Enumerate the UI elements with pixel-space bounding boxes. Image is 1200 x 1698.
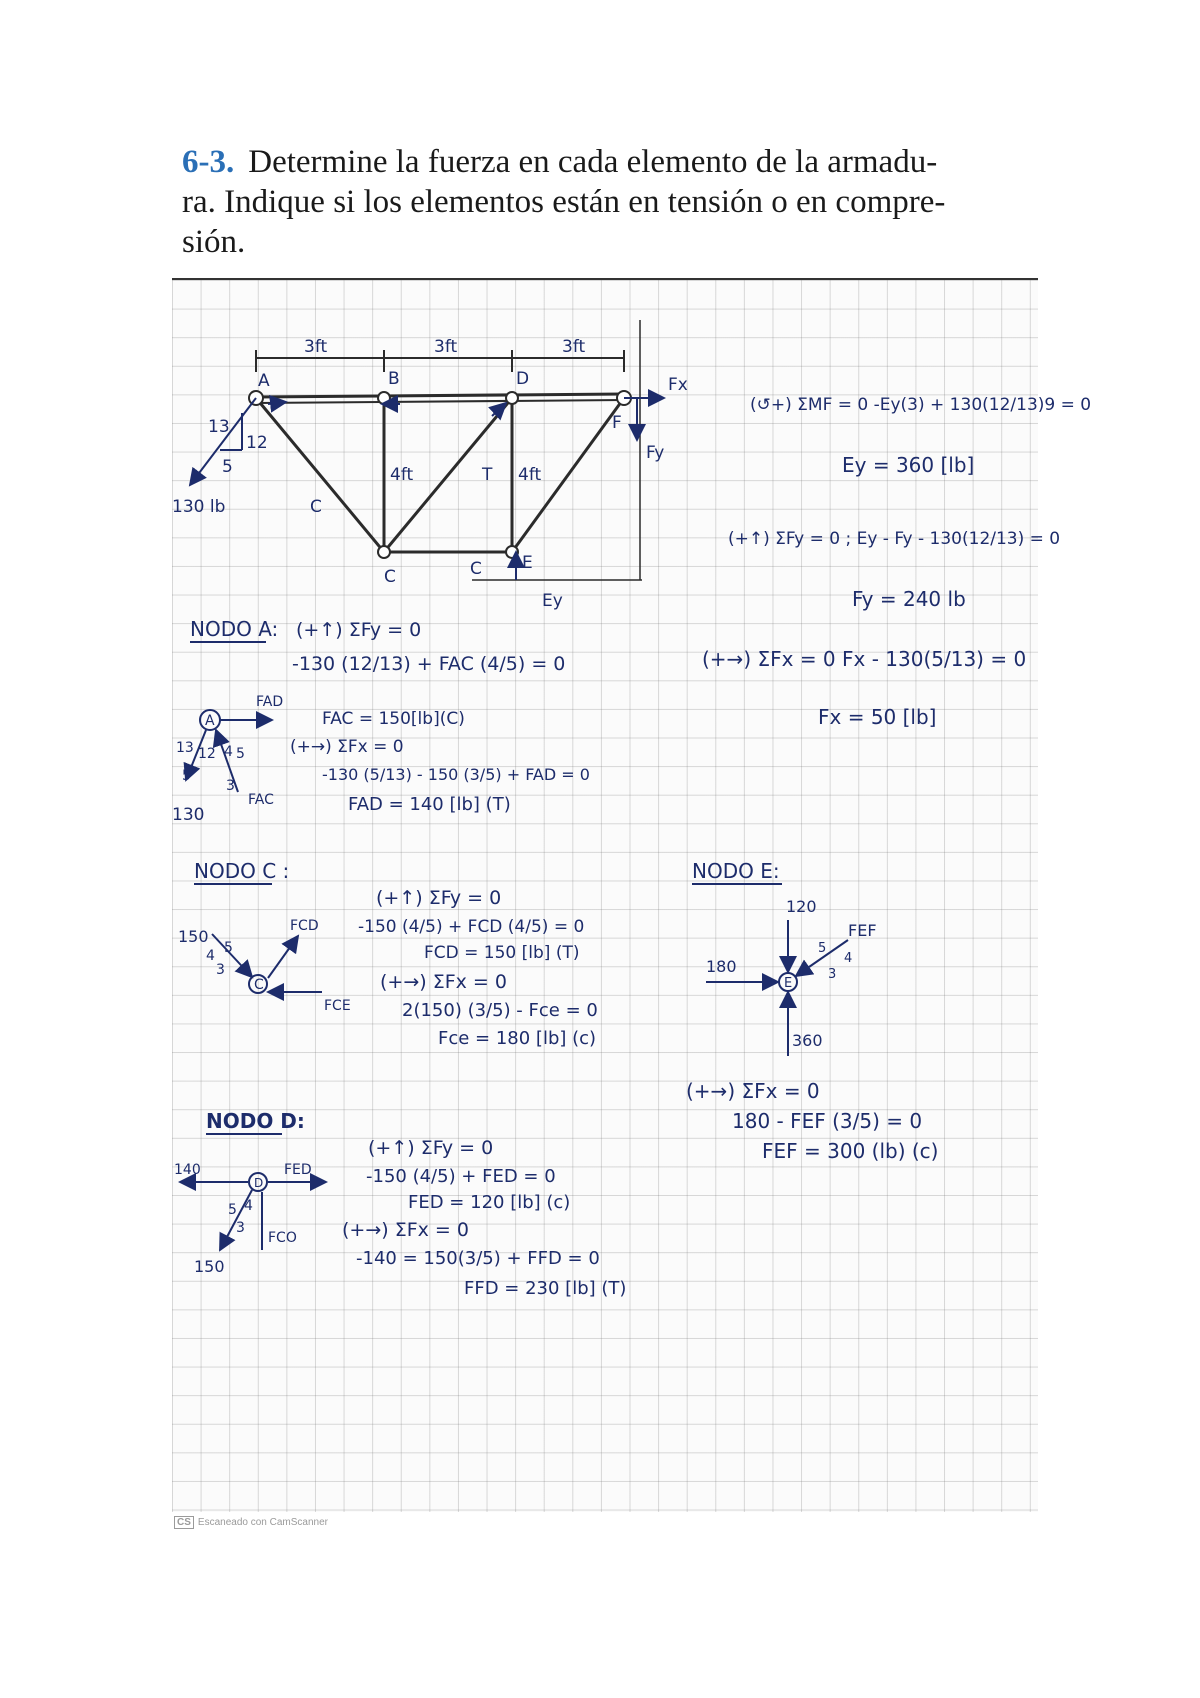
node-c-fbd-label: C (254, 977, 264, 993)
node-e-section (686, 859, 938, 1163)
dim-label-3: 3ft (562, 337, 586, 357)
sign-c-1: C (310, 497, 322, 517)
eq-fx-result: Fx = 50 [lb] (818, 705, 937, 729)
node-c-eq-2: -150 (4/5) + FCD (4/5) = 0 (358, 917, 585, 937)
eq-fy-result: Fy = 240 lb (852, 587, 966, 611)
load-label: 130 lb (172, 497, 226, 517)
problem-line-1: Determine la fuerza en cada elemento de la armadu- (248, 144, 938, 180)
node-d-eq-3: FED = 120 [lb] (c) (408, 1192, 571, 1213)
node-d-140: 140 (174, 1162, 201, 1178)
node-a-5: 5 (182, 768, 191, 784)
node-c-5: 5 (224, 940, 233, 956)
node-d-5: 5 (228, 1202, 237, 1218)
global-equilibrium (702, 395, 1091, 729)
node-d-load: 150 (194, 1257, 225, 1276)
problem-line-3: sión. (182, 224, 246, 260)
node-c-eq-4: (+→) ΣFx = 0 (380, 971, 507, 993)
node-e-360: 360 (792, 1031, 823, 1050)
height-label-1: 4ft (390, 465, 414, 485)
dim-label-1: 3ft (304, 337, 328, 357)
node-a-4: 4 (224, 744, 233, 760)
node-d-eq-6: FFD = 230 [lb] (T) (464, 1278, 627, 1299)
node-label-c: C (384, 567, 396, 587)
node-d-3: 3 (236, 1220, 245, 1236)
node-label-e: E (522, 553, 533, 573)
height-label-2: 4ft (518, 465, 542, 485)
dim-label-2: 3ft (434, 337, 458, 357)
problem-line-2: ra. Indique si los elementos están en tensión o en compre- (182, 184, 946, 220)
node-d-eq-4: (+→) ΣFx = 0 (342, 1219, 469, 1241)
sign-c-2: C (470, 559, 482, 579)
member-top-chord (256, 394, 624, 397)
node-c-eq-6: Fce = 180 [lb] (c) (438, 1028, 597, 1049)
node-c-150: 150 (178, 927, 209, 946)
node-c-4: 4 (206, 948, 215, 964)
node-e-180: 180 (706, 957, 737, 976)
node-a-load: 130 (172, 805, 205, 825)
scanner-text: Escaneado con CamScanner (197, 1517, 328, 1528)
node-a-fad-label: FAD (256, 694, 284, 710)
node-d-eq-2: -150 (4/5) + FED = 0 (366, 1166, 556, 1187)
node-d-section (174, 1109, 626, 1299)
node-a-eq-5: -130 (5/13) - 150 (3/5) + FAD = 0 (322, 765, 590, 784)
node-c-fce-label: FCE (324, 998, 351, 1014)
node-c-fcd-label: FCD (290, 918, 319, 934)
node-label-f: F (612, 413, 622, 433)
node-c-eq-1: (+↑) ΣFy = 0 (376, 887, 502, 909)
node-label-b: B (388, 369, 400, 389)
node-a-eq-2: -130 (12/13) + FAC (4/5) = 0 (292, 653, 566, 675)
node-label-a: A (258, 371, 270, 391)
reaction-fy: Fy (646, 443, 665, 463)
node-d-eq-1: (+↑) ΣFy = 0 (368, 1137, 494, 1159)
node-a-3: 3 (226, 778, 235, 794)
node-a-eq-6: FAD = 140 [lb] (T) (348, 794, 511, 815)
problem-number: 6-3. (182, 144, 235, 180)
node-e-fbd-label: E (784, 976, 793, 991)
node-d-fbd-label: D (254, 1176, 264, 1190)
node-label-d: D (516, 369, 530, 389)
reaction-fx: Fx (668, 375, 688, 395)
node-d-4: 4 (244, 1198, 253, 1214)
node-a-fbd-label: A (205, 713, 215, 729)
node-a-13: 13 (176, 740, 194, 756)
camscanner-logo: CS (174, 1516, 194, 1529)
node-c-eq-3: FCD = 150 [lb] (T) (424, 943, 580, 963)
eq-fx: (+→) ΣFx = 0 Fx - 130(5/13) = 0 (702, 647, 1027, 671)
node-a-fac-label: FAC (248, 792, 274, 808)
node-d-fed-label: FED (284, 1162, 312, 1178)
node-e-4: 4 (844, 951, 853, 966)
node-e-eq-1: (+→) ΣFx = 0 (686, 1079, 820, 1103)
node-c-title: NODO C : (194, 859, 290, 883)
reaction-ey: Ey (542, 591, 563, 611)
scanner-footer (174, 1516, 328, 1529)
node-c-section (178, 859, 598, 1049)
node-a-section (172, 617, 590, 825)
node-c-eq-5: 2(150) (3/5) - Fce = 0 (402, 1000, 598, 1021)
node-d-fco-label: FCO (268, 1230, 297, 1246)
slope-v: 12 (246, 433, 268, 453)
sign-t: T (482, 465, 493, 485)
problem-statement (182, 142, 1002, 262)
eq-fy: (+↑) ΣFy = 0 ; Ey - Fy - 130(12/13) = 0 (728, 529, 1061, 549)
node-e-eq-2: 180 - FEF (3/5) = 0 (732, 1109, 923, 1133)
graph-paper-sheet (172, 278, 1092, 1512)
member-ac (256, 398, 384, 552)
node-a-12: 12 (198, 746, 216, 762)
node-d-title: NODO D: (206, 1109, 305, 1133)
node-e-3: 3 (828, 967, 837, 982)
node-d-eq-5: -140 = 150(3/5) + FFD = 0 (356, 1248, 600, 1269)
slope-b: 5 (222, 457, 233, 477)
truss-diagram (249, 320, 642, 580)
node-a-title: NODO A: (190, 617, 279, 641)
handwritten-solution (172, 280, 1092, 1512)
node-e-eq-3: FEF = 300 (lb) (c) (762, 1139, 939, 1163)
eq-moment: (↺+) ΣMF = 0 -Ey(3) + 130(12/13)9 = 0 (750, 395, 1092, 415)
eq-ey-result: Ey = 360 [lb] (842, 453, 975, 477)
node-a-eq-4: (+→) ΣFx = 0 (290, 737, 404, 757)
node-e-title: NODO E: (692, 859, 780, 883)
node-e-120: 120 (786, 897, 817, 916)
node-e-fef-label: FEF (848, 921, 877, 940)
node-a-5b: 5 (236, 746, 245, 762)
node-c-3: 3 (216, 962, 225, 978)
node-a-eq-3: FAC = 150[lb](C) (322, 709, 465, 729)
node-a-eq-1: (+↑) ΣFy = 0 (296, 619, 422, 641)
node-e-5: 5 (818, 941, 827, 956)
slope-h: 13 (208, 417, 230, 437)
